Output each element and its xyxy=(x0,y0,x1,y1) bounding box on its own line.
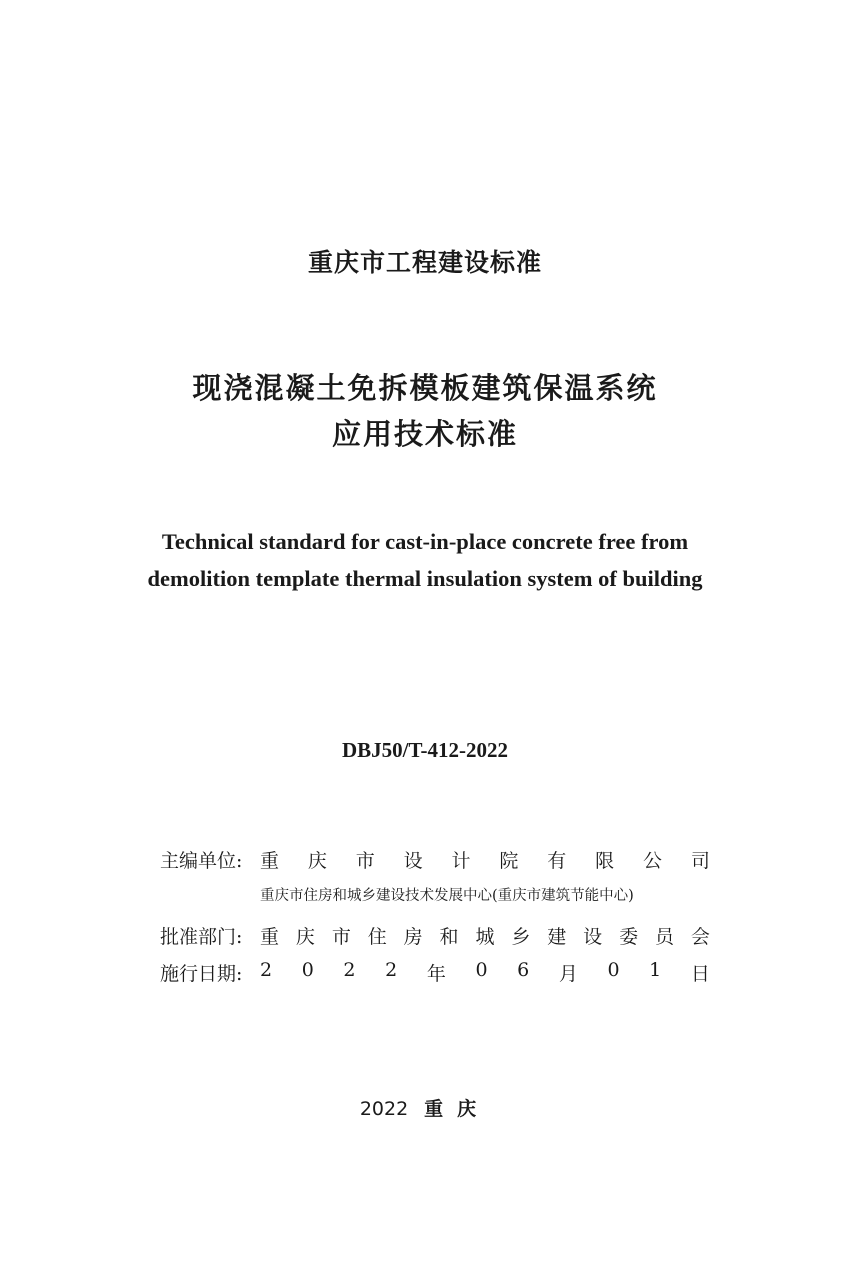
approver-value xyxy=(260,922,710,949)
spaced-char: 市 xyxy=(355,849,375,872)
editor-row xyxy=(160,844,710,874)
spaced-char: 有 xyxy=(547,849,567,872)
standard-code: DBJ50/T-412-2022 xyxy=(341,738,509,762)
spaced-char: 月 xyxy=(558,962,578,985)
spaced-char: 庆 xyxy=(307,849,327,872)
spaced-char: 0 xyxy=(301,958,314,981)
spaced-char: 乡 xyxy=(511,925,531,948)
publication-footer xyxy=(0,1094,850,1124)
spaced-char: 重 xyxy=(260,925,280,948)
standard-series: 重庆市工程建设标准 xyxy=(307,248,542,277)
spaced-char: 庆 xyxy=(295,925,315,948)
spaced-char: 和 xyxy=(439,925,459,948)
spaced-char: 年 xyxy=(426,962,446,985)
spaced-char: 委 xyxy=(619,925,639,948)
spaced-char: 计 xyxy=(451,849,471,872)
spaced-char: 住 xyxy=(367,925,387,948)
spaced-char: 设 xyxy=(583,925,603,948)
spaced-char: 员 xyxy=(654,925,674,948)
co-editor: 重庆市住房和城乡建设技术发展中心(重庆市建筑节能中心) xyxy=(260,888,634,904)
spaced-char: 设 xyxy=(403,849,423,872)
spaced-char: 1 xyxy=(649,958,662,981)
english-title-line-2: demolition template thermal insulation system of building xyxy=(147,566,703,591)
effective-date-row xyxy=(160,957,710,987)
document-title-line-1: 现浇混凝土免拆模板建筑保温系统 xyxy=(192,371,658,405)
spaced-char: 重 xyxy=(260,849,280,872)
document-title-line-2: 应用技术标准 xyxy=(331,417,518,451)
approver-row xyxy=(160,920,710,950)
spaced-char: 市 xyxy=(331,925,351,948)
spaced-char: 2 xyxy=(385,958,398,981)
approver-label: 批准部门: xyxy=(160,925,243,948)
spaced-char: 司 xyxy=(690,849,710,872)
editor-value xyxy=(260,846,710,873)
publication-place: 重庆 xyxy=(424,1098,491,1120)
spaced-char: 2 xyxy=(343,958,356,981)
spaced-char: 0 xyxy=(607,958,620,981)
effective-date-label: 施行日期: xyxy=(160,962,243,985)
english-title-line-1: Technical standard for cast-in-place concrete free from xyxy=(161,529,689,554)
spaced-char: 限 xyxy=(595,849,615,872)
spaced-char: 院 xyxy=(499,849,519,872)
effective-date-value xyxy=(260,959,710,986)
spaced-char: 0 xyxy=(475,958,488,981)
publication-year: 2022 xyxy=(359,1098,409,1120)
spaced-char: 2 xyxy=(260,958,273,981)
editor-label: 主编单位: xyxy=(160,849,243,872)
spaced-char: 公 xyxy=(643,849,663,872)
spaced-char: 日 xyxy=(690,962,710,985)
spaced-char: 建 xyxy=(547,925,567,948)
spaced-char: 城 xyxy=(475,925,495,948)
spaced-char: 房 xyxy=(403,925,423,948)
spaced-char: 会 xyxy=(690,925,710,948)
spaced-char: 6 xyxy=(517,958,530,981)
